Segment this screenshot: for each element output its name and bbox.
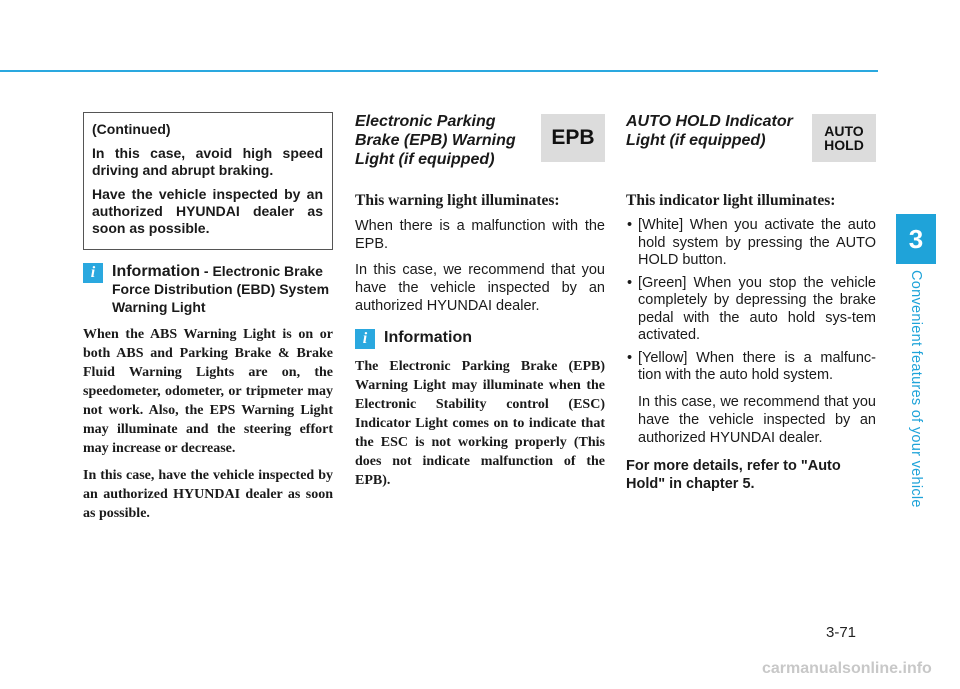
column-left	[83, 112, 333, 531]
page-number: 3-71	[826, 624, 857, 641]
list-item: • [White] When you activate the auto hold system by pressing the AUTO HOLD button.	[626, 217, 876, 270]
info-icon: i	[355, 329, 375, 349]
column-right	[626, 112, 876, 493]
autohold-recommendation: In this case, we recommend that you have the vehicle inspected by an authorized HYUNDAI dealer.	[638, 393, 876, 446]
info-title: Information	[384, 329, 472, 346]
epb-info-body: The Electronic Parking Brake (EPB) Warning Light may illuminate when the Electronic Stability control (ESC) Indicator Light comes on to indicate that the ESC is not working properly (This does not indicate malfunction of the EPB).	[355, 359, 605, 488]
top-rule	[0, 70, 878, 72]
auto-hold-indicator-icon	[812, 114, 876, 162]
autohold-bullet-list	[626, 217, 876, 385]
watermark: carmanualsonline.info	[762, 660, 932, 677]
note-line: (Continued)	[92, 121, 171, 137]
ebd-paragraph: When the ABS Warning Light is on or both ABS and Parking Brake & Brake Fluid Warning Lights are on, the speedometer, odometer, or tripmeter may not work. Also, the EPS Warning Light may illuminate and the steering effort may increase or decrease.	[83, 327, 333, 456]
info-icon: i	[83, 263, 103, 283]
epb-section-heading	[355, 112, 605, 182]
autohold-section-heading	[626, 112, 876, 182]
info-subtitle: - Electronic Brake Force Distribution (EBD) System Warning Light	[112, 263, 330, 315]
ebd-information-heading	[83, 263, 333, 317]
chapter-reference: For more details, refer to "Auto Hold" in chapter 5.	[626, 457, 841, 492]
autohold-subhead: This indicator light illuminates:	[626, 192, 836, 209]
ebd-paragraph: In this case, have the vehicle inspected by an authorized HYUNDAI dealer as soon as possible.	[83, 468, 333, 521]
column-middle	[355, 112, 605, 498]
continued-note-box	[83, 112, 333, 250]
note-line: Have the vehicle inspected by an authorized HYUNDAI dealer as soon as possible.	[92, 186, 323, 236]
list-item: • [Yellow] When there is a malfunc-tion with the auto hold system.	[626, 350, 876, 385]
list-item: • [Green] When you stop the vehicle completely by depressing the brake pedal with the auto hold sys-tem activated.	[626, 275, 876, 345]
epb-information-heading	[355, 329, 605, 349]
epb-title: Electronic Parking Brake (EPB) Warning Light (if equipped)	[355, 113, 516, 168]
epb-warning-icon: EPB	[541, 114, 605, 162]
badge-line: AUTO	[824, 123, 864, 139]
autohold-title: AUTO HOLD Indicator Light (if equipped)	[626, 113, 793, 149]
epb-subhead: This warning light illuminates:	[355, 192, 560, 209]
chapter-side-title: Convenient features of your vehicle	[908, 270, 924, 508]
note-line: In this case, avoid high speed driving and abrupt braking.	[92, 145, 323, 178]
badge-line: HOLD	[824, 137, 864, 153]
epb-paragraph: In this case, we recommend that you have the vehicle inspected by an authorized HYUNDAI dealer.	[355, 262, 605, 314]
chapter-tab: 3	[896, 214, 936, 264]
info-title: Information	[112, 263, 200, 280]
epb-paragraph: When there is a malfunction with the EPB.	[355, 218, 605, 252]
